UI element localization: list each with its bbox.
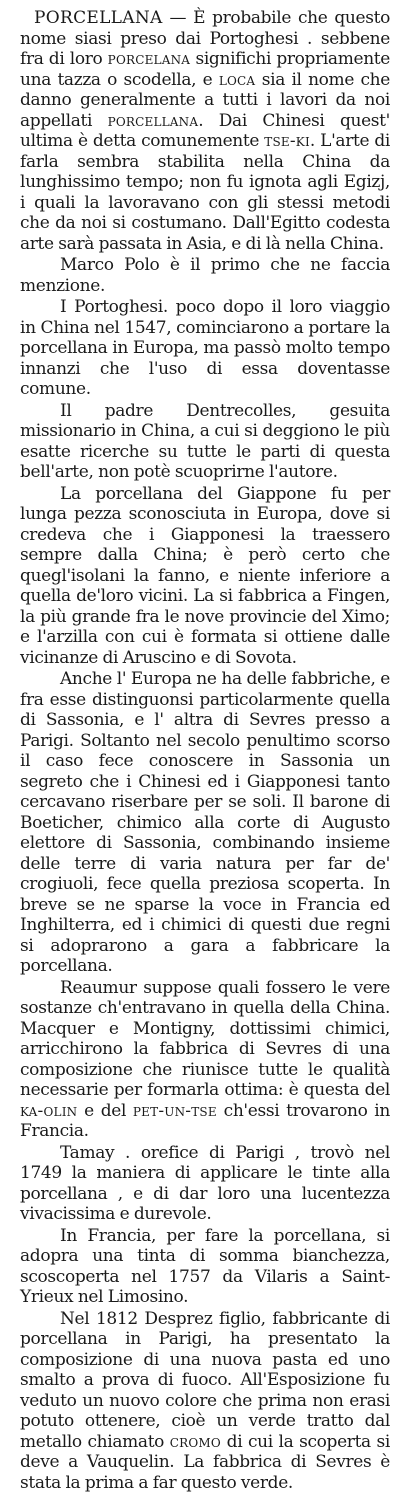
text-run: Reaumur suppose quali fossero le vere sostanze ch'entravano in quella della China. Macquer e Montigny, dottissimi chimici, arricchirono la fabbrica di Sevres di una composizione che riunisce tutte le qualità necessarie per formarla ottima: è questa del [20, 977, 390, 1100]
text-run: di cui la scoperta si deve a Vauquelin. La fabbrica di Sevres è stata la prima a far questo verde. [20, 1431, 391, 1493]
text-run: e del [77, 1100, 133, 1121]
paragraph-portoghesi: I Portoghesi. poco dopo il loro viaggio in China nel 1547, cominciarono a portare la porcellana in Europa, ma passò molto tempo innanzi che l'uso di essa doventasse comune. [20, 297, 390, 399]
term-cromo: cromo [169, 1431, 221, 1452]
term-loca: loca [218, 69, 256, 90]
text-run: significhi propriamente una tazza o scodella, e [20, 49, 390, 90]
paragraph-europa: Anche l' Europa ne ha delle fabbriche, e fra esse distinguonsi particolarmente quella di Sassonia, e l' altra di Sevres presso a Parigi. Soltanto nel secolo penultimo scorso il caso fece conoscere in Sassonia un segreto che i Chinesi ed i Giapponesi tanto cercavano riserbare per se soli. Il barone di Boeticher, chimico alla corte di Augusto elettore di Sassonia, combinando insieme delle terre di varia natura per far de' crogiuoli, fece quella preziosa scoperta. In breve se ne sparse la voce in Francia ed Inghilterra, ed i chimici di questi due regni si adoprarono a gara a fabbricare la porcellana. [20, 669, 390, 976]
entry-heading: PORCELLANA [34, 8, 163, 28]
term-ka-olin: ka-olin [20, 1100, 78, 1121]
paragraph-reaumur [20, 978, 390, 1142]
text-run: ch'essi trovarono in Francia. [20, 1100, 390, 1141]
text-run: — È probabile che questo nome siasi preso dai Portoghesi . sebbene fra di loro [20, 8, 390, 69]
text-run: Nel 1812 Desprez figlio, fabbricante di porcellana in Parigi, ha presentato la composizione di una nuova pasta ed uno smalto a prova di fuoco. All'Esposizione fu veduto un nuovo colore che prima non erasi potuto ottenere, cioè un verde tratto dal metallo chiamato [20, 1308, 390, 1452]
paragraph-porcellana-intro [20, 8, 390, 254]
term-pet-un-tse: pet-un-tse [132, 1100, 217, 1121]
term-porcellana: porcellana [107, 110, 199, 131]
text-run: sia il nome che danno generalmente a tutti i lavori da noi appellati [20, 69, 390, 131]
paragraph-tamay: Tamay . orefice di Parigi , trovò nel 1749 la maniera di applicare le tinte alla porcellana , e di dar loro una lucentezza vivacissima e durevole. [20, 1142, 390, 1224]
term-porcelana: porcelana [107, 49, 191, 69]
paragraph-marco-polo: Marco Polo è il primo che ne faccia menzione. [20, 255, 390, 296]
paragraph-desprez [20, 1309, 390, 1494]
paragraph-francia: In Francia, per fare la porcellana, si adopra una tinta di somma bianchezza, scoscoperta nel 1757 da Vilaris a Saint-Yrieux nel Limosino. [20, 1225, 390, 1307]
text-run: . Dai Chinesi quest' ultima è detta comunemente [20, 110, 390, 151]
term-tse-ki: tse-ki [264, 131, 310, 151]
paragraph-giappone: La porcellana del Giappone fu per lunga pezza sconosciuta in Europa, dove si credeva che i Giapponesi la traessero sempre dalla China; è però certo che quegl'isolani la fanno, e niente inferiore a quella de'loro vicini. La si fabbrica a Fingen, la più grande fra le nove provincie del Ximo; e l'arzilla con cui è formata si ottiene dalle vicinanze di Aruscino e di Sovota. [20, 483, 390, 668]
text-run: . L'arte di farla sembra stabilita nella China da lunghissimo tempo; non fu ignota agli Egizj, i quali la lavoravano con gli stessi metodi che da noi si costumano. Dall'Egitto codesta arte sarà passata in Asia, e di là nella China. [20, 131, 390, 254]
paragraph-dentrecolles: Il padre Dentrecolles, gesuita missionario in China, a cui si deggiono le più esatte ricerche su tutte le parti di questa bell'arte, non potè scuoprirne l'autore. [20, 400, 390, 482]
